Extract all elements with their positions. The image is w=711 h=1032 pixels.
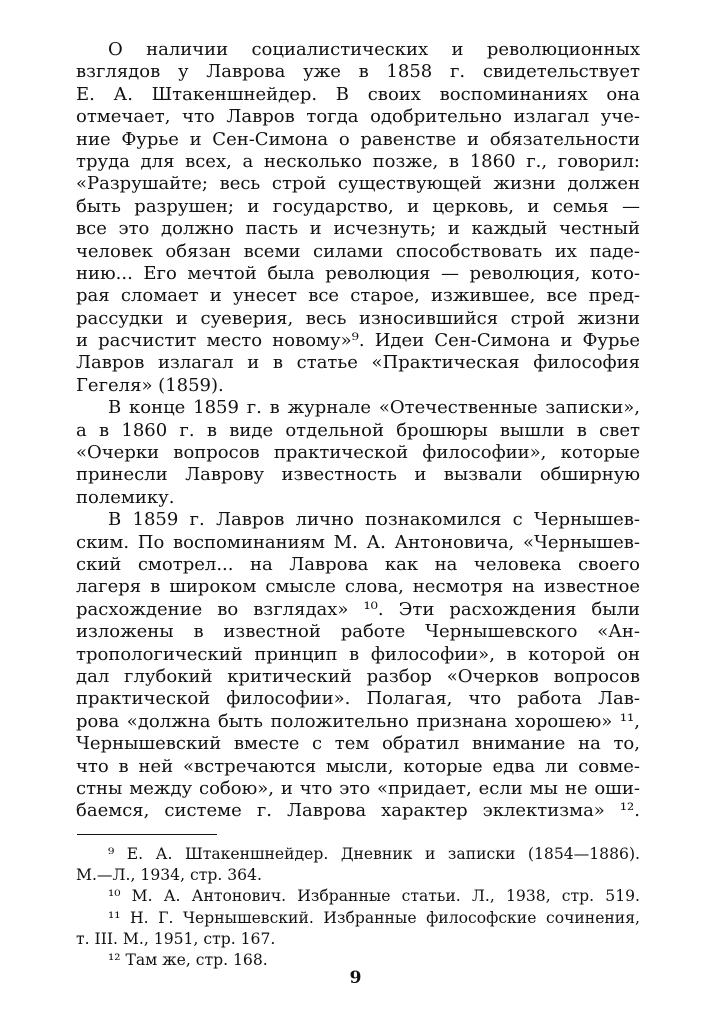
text-line: рассудки и суеверия, весь износившийся строй жизни bbox=[76, 307, 640, 329]
text-line: дал глубокий критический разбор «Очерков вопросов bbox=[76, 665, 640, 687]
text-line: Чернышевский вместе с тем обратил внимание на то, bbox=[76, 733, 640, 755]
footnotes bbox=[76, 844, 640, 971]
text-line: рая сломает и унесет все старое, изжившее, все пред- bbox=[76, 285, 640, 307]
main-text bbox=[76, 39, 640, 823]
text-line: «Очерки вопросов практической философии», которые bbox=[76, 442, 640, 464]
footnote-line: М.—Л., 1934, стр. 364. bbox=[76, 866, 262, 885]
text-line: Гегеля» (1859). bbox=[76, 374, 224, 396]
text-line: стны между собою», и что это «придает, если мы не оши- bbox=[76, 777, 640, 799]
text-line: быть разрушен; и государство, и церковь, и семья — bbox=[76, 195, 640, 217]
text-line: труда для всех, а несколько позже, в 1860 г., говорил: bbox=[76, 150, 640, 172]
text-line: изложены в известной работе Чернышевского «Ан- bbox=[76, 621, 640, 643]
text-line: Лавров излагал и в статье «Практическая философия bbox=[76, 352, 640, 374]
text-line: лагеря в широком смысле слова, несмотря на известное bbox=[76, 576, 640, 598]
text-line: О наличии социалистических и революционных bbox=[108, 39, 640, 60]
text-line: практической философии». Полагая, что работа Лав- bbox=[76, 688, 640, 710]
text-line: и расчистит место новому»⁹. Идеи Сен-Симона и Фурье bbox=[76, 330, 640, 352]
footnote-line: ¹² Там же, стр. 168. bbox=[108, 950, 268, 969]
footnote-line: ⁹ Е. А. Штакеншнейдер. Дневник и записки (1854—1886). bbox=[108, 845, 640, 863]
page-number: 9 bbox=[349, 968, 362, 988]
footnote-line: ¹⁰ М. А. Антонович. Избранные статьи. Л., 1938, стр. 519. bbox=[108, 887, 640, 906]
text-line: Е. А. Штакеншнейдер. В своих воспоминаниях она bbox=[76, 83, 640, 105]
text-line: «Разрушайте; весь строй существующей жизни должен bbox=[76, 173, 640, 195]
text-line: полемику. bbox=[76, 486, 175, 508]
footnote-divider bbox=[77, 834, 217, 835]
text-line: ским. По воспоминаниям М. А. Антоновича, «Чернышев- bbox=[76, 531, 640, 553]
text-line: нию... Его мечтой была революция — революция, кото- bbox=[76, 262, 640, 284]
text-line: все это должно пасть и исчезнуть; и каждый честный bbox=[76, 218, 640, 240]
text-line: человек обязан всеми силами способствовать их паде- bbox=[76, 240, 640, 262]
text-line: рова «должна быть положительно признана хорошею» ¹¹, bbox=[76, 710, 640, 732]
text-line: ние Фурье и Сен-Симона о равенстве и обязательности bbox=[76, 128, 640, 150]
text-line: отмечает, что Лавров тогда одобрительно излагал уче- bbox=[76, 106, 640, 128]
footnote-line: т. III. М., 1951, стр. 167. bbox=[76, 929, 276, 948]
text-line: тропологический принцип в философии», в которой он bbox=[76, 643, 640, 665]
text-line: В конце 1859 г. в журнале «Отечественные записки», bbox=[108, 397, 640, 419]
footnote-line: ¹¹ Н. Г. Чернышевский. Избранные философские сочинения, bbox=[108, 908, 640, 927]
text-line: расхождение во взглядах» ¹⁰. Эти расхождения были bbox=[76, 598, 640, 620]
text-line: ский смотрел... на Лаврова как на человека своего bbox=[76, 553, 640, 575]
text-line: взглядов у Лаврова уже в 1858 г. свидетельствует bbox=[76, 61, 640, 83]
text-line: В 1859 г. Лавров лично познакомился с Чернышев- bbox=[108, 509, 640, 531]
text-line: а в 1860 г. в виде отдельной брошюры вышли в свет bbox=[76, 419, 640, 441]
text-line: баемся, системе г. Лаврова характер эклектизма» ¹². bbox=[76, 800, 640, 822]
text-line: что в ней «встречаются мысли, которые едва ли совме- bbox=[76, 755, 640, 777]
text-line: принесли Лаврову известность и вызвали обширную bbox=[76, 464, 640, 486]
